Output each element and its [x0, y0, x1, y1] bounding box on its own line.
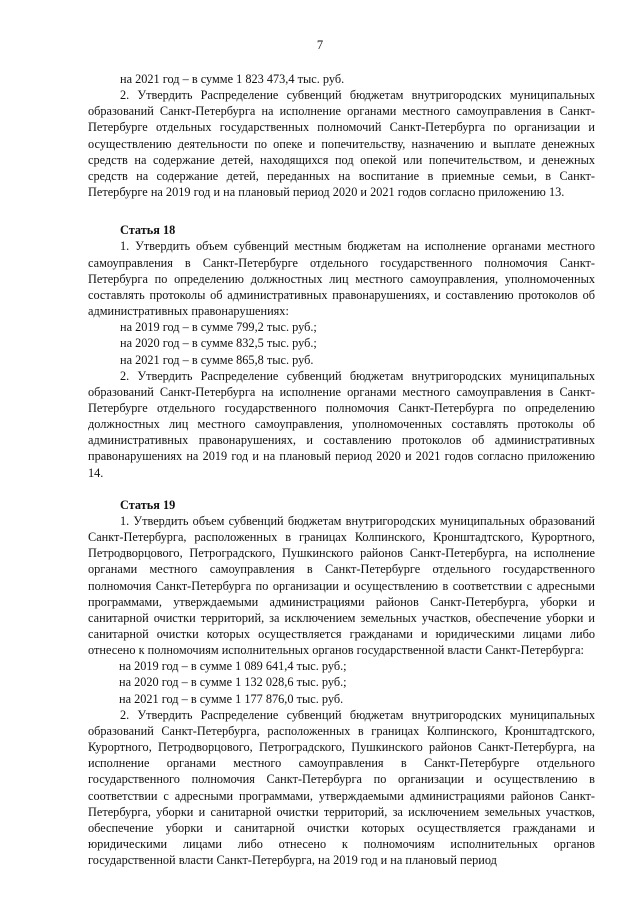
sum-line: на 2021 год – в сумме 1 177 876,0 тыс. руб. [119, 691, 344, 706]
sum-line: на 2020 год – в сумме 1 132 028,6 тыс. руб.; [119, 675, 347, 690]
sum-line: на 2019 год – в сумме 799,2 тыс. руб.; [120, 320, 317, 335]
paragraph: 2. Утвердить Распределение субвенций бюджетам внутригородских муниципальных образований Санкт-Петербурга на исполнение органами местного самоуправления в Санкт-Петербурге отдельного государственного полномочия Санкт-Петербурга по определению должностных лиц местного самоуправления, уполномоченных составлять протоколы об административных правонарушениях, и составлению протоколов об административных правонарушениях на 2019 год и на плановый период 2020 и 2021 годов согласно приложению 14. [88, 368, 595, 480]
sum-line: на 2019 год – в сумме 1 089 641,4 тыс. руб.; [119, 659, 347, 674]
paragraph: 1. Утвердить объем субвенций бюджетам внутригородских муниципальных образований Санкт-Петербурга, расположенных в границах Колпинского, Кронштадтского, Курортного, Петродворцового, Петроградского, Пушкинского районов Санкт-Петербурга, на исполнение органами местного самоуправления в Санкт-Петербурге отдельного государственного полномочия Санкт-Петербурга по организации и осуществлению в соответствии с адресными программами, утверждаемыми администрациями районов Санкт-Петербурга, уборки и санитарной очистки территорий, за исключением земельных участков, обеспечение уборки и санитарной очистки которых осуществляется гражданами и юридическими лицами либо отнесено к полномочиям исполнительных органов государственной власти Санкт-Петербурга: [88, 513, 595, 658]
sum-line: на 2021 год – в сумме 865,8 тыс. руб. [120, 352, 314, 367]
sum-line-2021: на 2021 год – в сумме 1 823 473,4 тыс. руб. [120, 72, 345, 86]
page-number: 7 [316, 38, 324, 52]
article-18-heading: Статья 18 [120, 223, 176, 238]
paragraph: 2. Утвердить Распределение субвенций бюджетам внутригородских муниципальных образований Санкт-Петербурга, расположенных в границах Колпинского, Кронштадтского, Курортного, Петродворцового, Петроградского, Пушкинского районов Санкт-Петербурга, на исполнение органами местного самоуправления в Санкт-Петербурге отдельного государственного полномочия Санкт-Петербурга по организации и осуществлению в соответствии с адресными программами, утверждаемыми администрациями районов Санкт-Петербурга, уборки и санитарной очистки территорий, за исключением земельных участков, обеспечение уборки и санитарной очистки которых осуществляется гражданами и юридическими лицами либо отнесено к полномочиям исполнительных органов государственной власти Санкт-Петербурга, на 2019 год и на плановый период [88, 707, 595, 868]
paragraph: 2. Утвердить Распределение субвенций бюджетам внутригородских муниципальных образований Санкт-Петербурга на исполнение органами местного самоуправления в Санкт-Петербурге отдельных государственных полномочий Санкт-Петербурга по организации и осуществлению деятельности по опеке и попечительству, назначению и выплате денежных средств на содержание детей, находящихся под опекой или попечительством, и денежных средств на содержание детей, переданных на воспитание в приемные семьи, в Санкт-Петербурге на 2019 год и на плановый период 2020 и 2021 годов согласно приложению 13. [88, 88, 595, 200]
document-body [88, 71, 595, 868]
spacer [88, 481, 595, 497]
sum-line: на 2020 год – в сумме 832,5 тыс. руб.; [120, 336, 317, 351]
spacer [88, 200, 595, 222]
paragraph: 1. Утвердить объем субвенций местным бюджетам на исполнение органами местного самоуправления в Санкт-Петербурге отдельного государственного полномочия Санкт-Петербурга по определению должностных лиц местного самоуправления, уполномоченных составлять протоколы об административных правонарушениях, и составлению протоколов об административных правонарушениях: [88, 239, 595, 319]
article-19-heading: Статья 19 [120, 497, 176, 512]
